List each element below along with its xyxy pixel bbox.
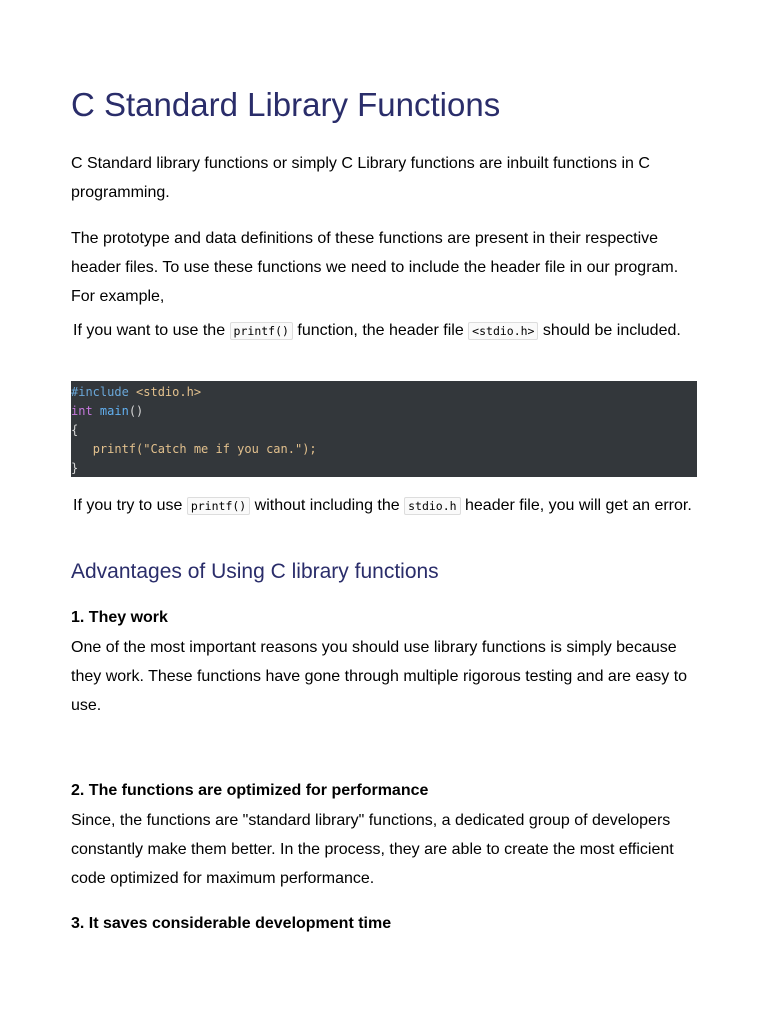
inline-code-printf-2: printf() (187, 497, 250, 515)
error-note-middle: without including the (250, 497, 405, 514)
code-line-1 (71, 383, 697, 402)
example-note (73, 320, 703, 342)
code-header-name: <stdio.h> (128, 385, 202, 399)
code-function-name: main (92, 404, 129, 418)
code-printf-call: printf("Catch me if you can."); (92, 442, 317, 456)
page-title: C Standard Library Functions (71, 86, 501, 123)
code-parens: () (128, 404, 144, 418)
example-note-after: should be included. (538, 322, 681, 339)
code-preprocessor: #include (71, 385, 129, 399)
inline-code-stdio-2: stdio.h (404, 497, 460, 515)
error-note (73, 495, 703, 517)
section-1-body: One of the most important reasons you should use library functions is simply because they work. These functions have gone through multiple rigorous testing and are easy to use. (71, 639, 688, 714)
inline-code-stdio: <stdio.h> (468, 322, 538, 340)
code-line-2 (71, 402, 697, 421)
section-1-heading: 1. They work (71, 609, 168, 626)
example-note-middle: function, the header file (292, 322, 469, 339)
code-keyword: int (71, 404, 93, 418)
error-note-before: If you try to use (73, 497, 187, 514)
code-line-3: { (71, 423, 79, 437)
example-note-before: If you want to use the (73, 322, 230, 339)
code-line-5: } (71, 461, 79, 475)
code-indent (71, 442, 93, 456)
code-line-4 (71, 440, 697, 459)
error-note-after: header file, you will get an error. (460, 497, 692, 514)
intro-paragraph-1: C Standard library functions or simply C Library functions are inbuilt functions in C programming. (71, 155, 650, 201)
code-block (71, 381, 697, 477)
advantages-heading: Advantages of Using C library functions (71, 560, 439, 583)
inline-code-printf: printf() (230, 322, 293, 340)
intro-paragraph-2: The prototype and data definitions of these functions are present in their respective header files. To use these functions we need to include the header file in our program. For example, (71, 230, 679, 305)
section-2-heading: 2. The functions are optimized for performance (71, 782, 429, 799)
section-2-body: Since, the functions are "standard library" functions, a dedicated group of developers constantly make them better. In the process, they are able to create the most efficient code optimized for maximum performance. (71, 812, 674, 887)
section-3-heading: 3. It saves considerable development time (71, 915, 392, 932)
